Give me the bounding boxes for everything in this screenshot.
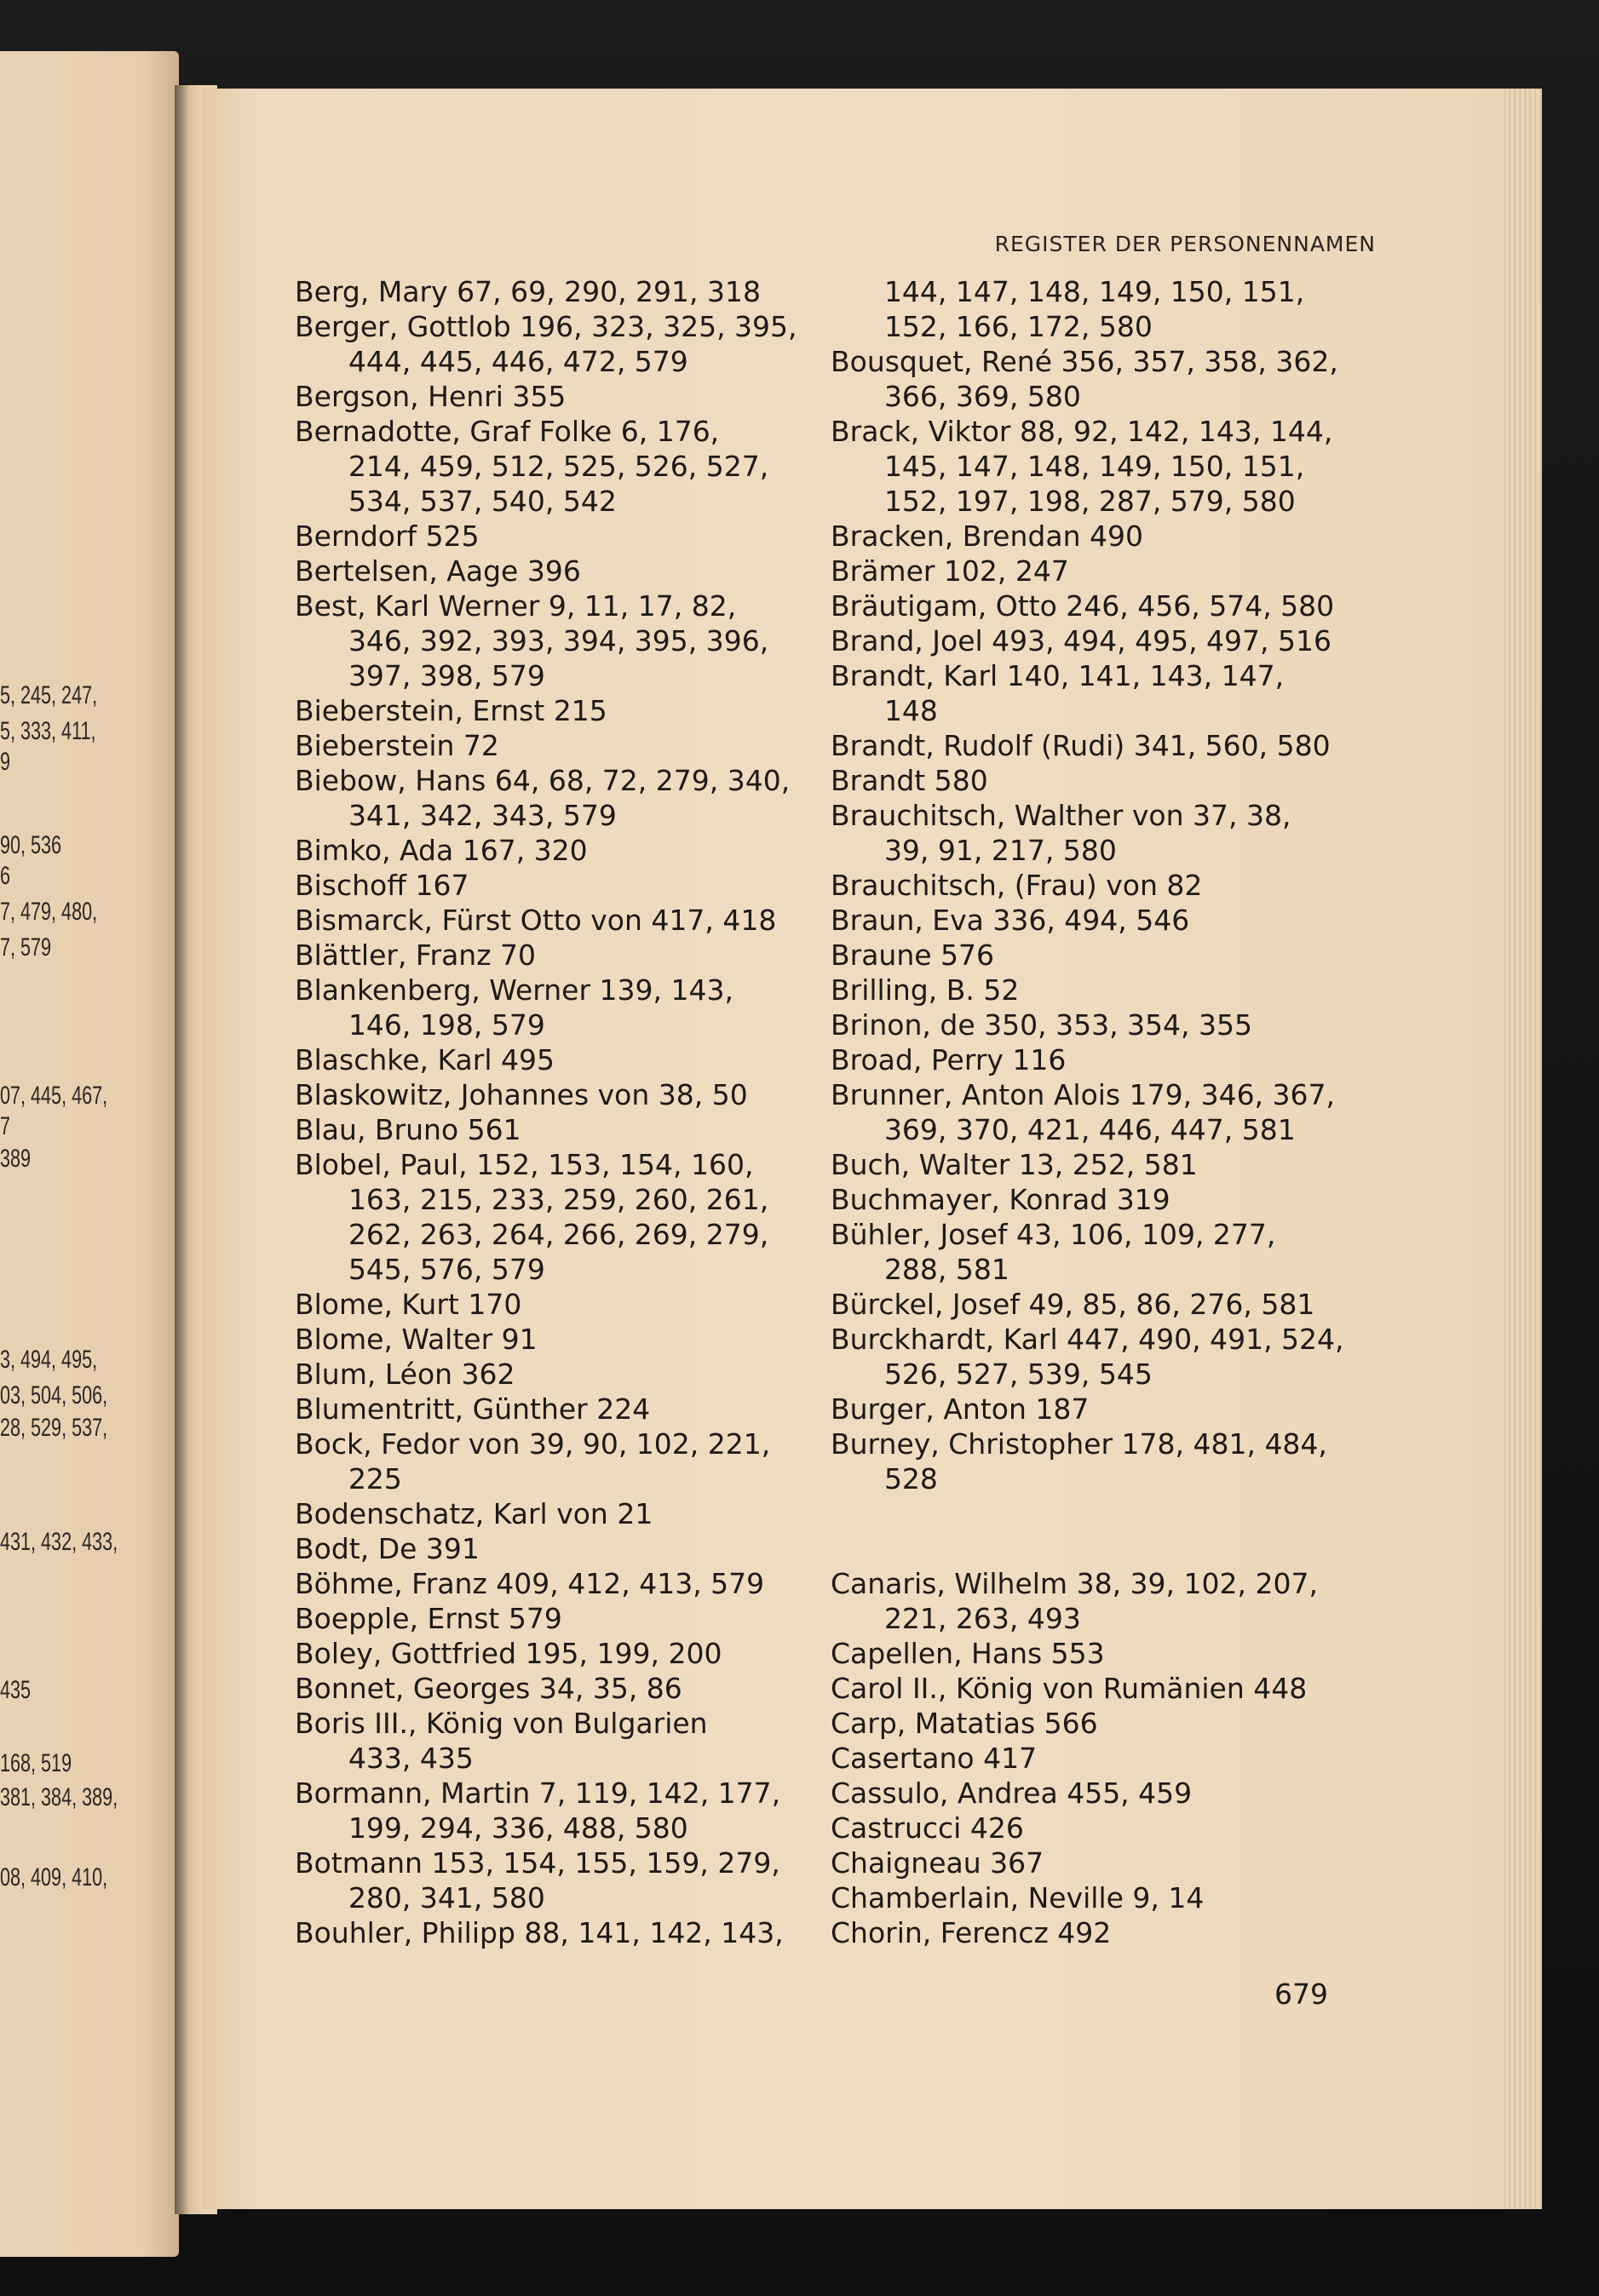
index-entry: Blum, Léon 362 [295,1358,515,1391]
index-entry: Brandt, Karl 140, 141, 143, 147, [831,659,1285,692]
left-page-fragment: 5, 245, 247, [0,681,98,709]
index-entry: Boepple, Ernst 579 [295,1602,562,1635]
index-entry-continuation: 221, 263, 493 [831,1602,1081,1635]
index-entry: Bühler, Josef 43, 106, 109, 277, [831,1218,1276,1251]
left-page-fragment: 07, 445, 467, [0,1082,108,1110]
index-entry: Biebow, Hans 64, 68, 72, 279, 340, [295,764,791,797]
index-entry: Berndorf 525 [295,519,480,553]
index-entry-continuation: 262, 263, 264, 266, 269, 279, [295,1218,769,1251]
index-entry: Canaris, Wilhelm 38, 39, 102, 207, [831,1567,1318,1600]
facing-page-left [0,51,179,2257]
index-entry: Brack, Viktor 88, 92, 142, 143, 144, [831,415,1333,448]
index-entry-continuation: 444, 445, 446, 472, 579 [295,345,688,378]
left-page-fragment: 431, 432, 433, [0,1528,118,1556]
index-entry-continuation: 341, 342, 343, 579 [295,799,617,832]
index-entry: Bieberstein 72 [295,729,499,762]
index-entry: Best, Karl Werner 9, 11, 17, 82, [295,589,737,623]
index-entry: Botmann 153, 154, 155, 159, 279, [295,1846,780,1880]
index-entry: Brämer 102, 247 [831,554,1069,588]
index-entry: Burney, Christopher 178, 481, 484, [831,1427,1327,1461]
index-entry: Bischoff 167 [295,869,469,902]
index-entry: Blome, Kurt 170 [295,1288,522,1321]
index-entry-continuation: 397, 398, 579 [295,659,545,692]
index-entry: Boley, Gottfried 195, 199, 200 [295,1637,722,1670]
index-entry-continuation: 346, 392, 393, 394, 395, 396, [295,624,769,657]
index-entry: Chamberlain, Neville 9, 14 [831,1881,1205,1914]
index-entry: Burger, Anton 187 [831,1392,1090,1426]
running-head: REGISTER DER PERSONENNAMEN [994,232,1376,256]
index-entry: Bismarck, Fürst Otto von 417, 418 [295,904,777,937]
index-entry: Bodenschatz, Karl von 21 [295,1497,653,1530]
index-entry: Brinon, de 350, 353, 354, 355 [831,1008,1252,1042]
index-entry-continuation: 280, 341, 580 [295,1881,545,1914]
index-entry-continuation: 528 [831,1462,938,1495]
index-entry: Blaschke, Karl 495 [295,1043,555,1076]
index-entry-continuation: 225 [295,1462,402,1495]
left-page-fragment: 3, 494, 495, [0,1346,98,1374]
index-entry: Buch, Walter 13, 252, 581 [831,1148,1198,1181]
index-entry: Bürckel, Josef 49, 85, 86, 276, 581 [831,1288,1315,1321]
index-entry-continuation: 146, 198, 579 [295,1008,545,1042]
index-entry: Carol II., König von Rumänien 448 [831,1672,1308,1705]
index-entry: Broad, Perry 116 [831,1043,1067,1076]
index-entry: Bergson, Henri 355 [295,380,567,413]
index-entry [831,1531,1342,1566]
index-column-right [831,274,1342,1950]
index-entry: Bousquet, René 356, 357, 358, 362, [831,345,1338,378]
index-entry: Casertano 417 [831,1742,1038,1775]
index-entry: Burckhardt, Karl 447, 490, 491, 524, [831,1323,1344,1356]
left-page-fragment: 6 [0,862,11,890]
index-entry-continuation: 526, 527, 539, 545 [831,1358,1153,1391]
index-entry: Brilling, B. 52 [831,973,1020,1007]
index-entry: Brunner, Anton Alois 179, 346, 367, [831,1078,1336,1111]
left-page-fragment: 90, 536 [0,831,62,859]
index-entry: Böhme, Franz 409, 412, 413, 579 [295,1567,765,1600]
index-entry-continuation: 366, 369, 580 [831,380,1081,413]
index-entry: Cassulo, Andrea 455, 459 [831,1777,1193,1810]
index-entry: Braun, Eva 336, 494, 546 [831,904,1190,937]
left-page-fragment: 381, 384, 389, [0,1783,118,1811]
index-entry-continuation: 199, 294, 336, 488, 580 [295,1811,688,1845]
index-entry: Bormann, Martin 7, 119, 142, 177, [295,1777,781,1810]
index-entry-continuation: 288, 581 [831,1253,1009,1286]
page-number: 679 [1274,1977,1328,2011]
index-entry-continuation: 433, 435 [295,1742,474,1775]
left-page-fragment: 389 [0,1145,32,1173]
index-entry: Brandt 580 [831,764,988,797]
left-page-fragment: 9 [0,748,11,776]
index-entry: Blättler, Franz 70 [295,938,537,972]
left-page-fragment: 5, 333, 411, [0,717,96,745]
index-entry: Buchmayer, Konrad 319 [831,1183,1170,1216]
index-entry: Braune 576 [831,938,995,972]
index-entry: Blome, Walter 91 [295,1323,538,1356]
left-page-fragment: 7, 479, 480, [0,898,98,926]
left-page-fragment: 435 [0,1676,32,1704]
index-entry: Bodt, De 391 [295,1532,480,1565]
left-page-fragment: 7 [0,1112,11,1140]
index-entry: Bonnet, Georges 34, 35, 86 [295,1672,682,1705]
index-entry-continuation: 145, 147, 148, 149, 150, 151, [831,450,1305,483]
index-entry: Berger, Gottlob 196, 323, 325, 395, [295,310,797,343]
index-entry: Capellen, Hans 553 [831,1637,1105,1670]
index-entry: Brauchitsch, (Frau) von 82 [831,869,1203,902]
index-column-left [295,274,806,1950]
left-page-fragment: 08, 409, 410, [0,1863,108,1891]
index-entry: Blumentritt, Günther 224 [295,1392,651,1426]
index-entry: Bernadotte, Graf Folke 6, 176, [295,415,720,448]
index-entry: Berg, Mary 67, 69, 290, 291, 318 [295,275,761,308]
index-entry-continuation: 214, 459, 512, 525, 526, 527, [295,450,769,483]
index-entry-continuation: 148 [831,694,938,727]
index-entry-continuation: 152, 166, 172, 580 [831,310,1153,343]
index-entry [831,1496,1342,1531]
left-page-fragment: 03, 504, 506, [0,1381,108,1409]
index-entry: Boris III., König von Bulgarien [295,1707,708,1740]
index-entry: Blau, Bruno 561 [295,1113,521,1146]
index-entry: Bouhler, Philipp 88, 141, 142, 143, [295,1916,784,1949]
index-entry: Brandt, Rudolf (Rudi) 341, 560, 580 [831,729,1331,762]
index-entry-continuation: 534, 537, 540, 542 [295,485,617,518]
index-entry: Chorin, Ferencz 492 [831,1916,1112,1949]
index-entry: Brauchitsch, Walther von 37, 38, [831,799,1291,832]
index-entry: Blobel, Paul, 152, 153, 154, 160, [295,1148,754,1181]
index-entry-continuation: 39, 91, 217, 580 [831,834,1117,867]
index-entry: Bimko, Ada 167, 320 [295,834,588,867]
index-entry: Bock, Fedor von 39, 90, 102, 221, [295,1427,771,1461]
index-entry-continuation: 152, 197, 198, 287, 579, 580 [831,485,1296,518]
index-entry-continuation: 144, 147, 148, 149, 150, 151, [831,275,1305,308]
index-entry: Blaskowitz, Johannes von 38, 50 [295,1078,748,1111]
index-entry-continuation: 163, 215, 233, 259, 260, 261, [295,1183,769,1216]
index-entry-continuation: 545, 576, 579 [295,1253,545,1286]
left-page-fragment: 168, 519 [0,1749,72,1777]
index-entry: Chaigneau 367 [831,1846,1044,1880]
index-entry: Bieberstein, Ernst 215 [295,694,607,727]
index-entry: Blankenberg, Werner 139, 143, [295,973,733,1007]
index-entry-continuation: 369, 370, 421, 446, 447, 581 [831,1113,1296,1146]
index-entry: Carp, Matatias 566 [831,1707,1098,1740]
index-entry: Bracken, Brendan 490 [831,519,1143,553]
index-entry: Brand, Joel 493, 494, 495, 497, 516 [831,624,1332,657]
index-entry: Castrucci 426 [831,1811,1024,1845]
left-page-fragment: 7, 579 [0,933,52,961]
index-entry: Bräutigam, Otto 246, 456, 574, 580 [831,589,1335,623]
left-page-fragment: 28, 529, 537, [0,1414,108,1442]
page-edge [1504,89,1542,2209]
index-entry: Bertelsen, Aage 396 [295,554,581,588]
